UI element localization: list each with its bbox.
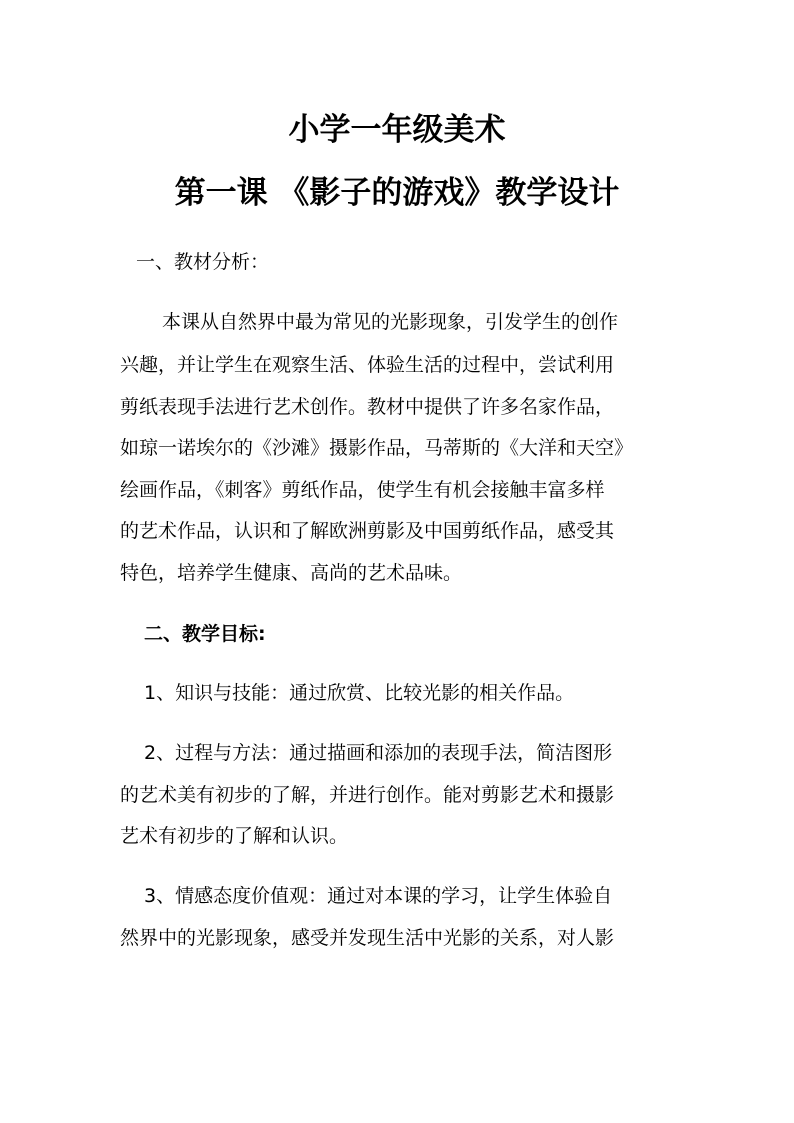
paragraph-line: 绘画作品，《刺客》剪纸作品，使学生有机会接触丰富多样 <box>120 479 605 501</box>
objective-item: 3、情感态度价值观：通过对本课的学习，让学生体验自 <box>144 885 613 907</box>
objective-item: 2、过程与方法：通过描画和添加的表现手法，简洁图形 <box>144 742 613 764</box>
objective-item: 1、知识与技能：通过欣赏、比较光影的相关作品。 <box>144 682 575 704</box>
paragraph-line: 本课从自然界中最为常见的光影现象，引发学生的创作 <box>162 311 619 333</box>
document-title: 小学一年级美术 <box>288 112 506 148</box>
paragraph-line: 特色，培养学生健康、高尚的艺术品味。 <box>120 562 463 584</box>
paragraph-line: 如琼一诺埃尔的《沙滩》摄影作品，马蒂斯的《大洋和天空》 <box>120 437 634 459</box>
section-heading-objectives: 二、教学目标: <box>144 623 266 645</box>
lesson-title: 第一课 《影子的游戏》教学设计 <box>174 175 620 211</box>
paragraph-line: 然界中的光影现象，感受并发现生活中光影的关系，对人影 <box>120 927 615 949</box>
paragraph-line: 兴趣，并让学生在观察生活、体验生活的过程中，尝试利用 <box>120 354 615 376</box>
paragraph-line: 的艺术美有初步的了解，并进行创作。能对剪影艺术和摄影 <box>120 784 615 806</box>
section-heading-analysis: 一、教材分析： <box>136 251 270 273</box>
paragraph-line: 剪纸表现手法进行艺术创作。教材中提供了许多名家作品， <box>120 396 615 418</box>
paragraph-line: 的艺术作品，认识和了解欧洲剪影及中国剪纸作品，感受其 <box>120 520 615 542</box>
paragraph-line: 艺术有初步的了解和认识。 <box>120 825 349 847</box>
